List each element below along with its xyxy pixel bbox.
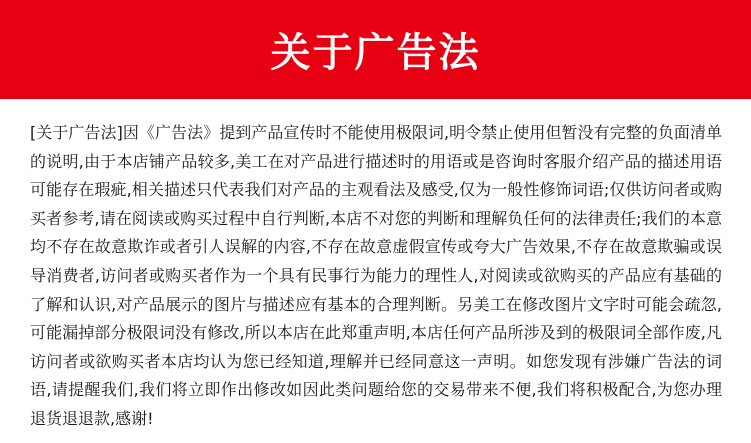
banner-title: 关于广告法	[270, 30, 481, 76]
header-banner	[0, 0, 751, 99]
notice-text: [关于广告法]因《广告法》提到产品宣传时不能使用极限词,明令禁止使用但暂没有完整的负面清单的说明,由于本店铺产品较多,美工在对产品进行描述时的用语或是咨询时客服介绍产品的描述用语可能存在瑕疵,相关描述只代表我们对产品的主观看法及感受,仅为一般性修饰词语;仅供访问者或购买者参考,请在阅读或购买过程中自行判断,本店不对您的判断和理解负任何的法律责任;我们的本意均不存在故意欺诈或者引人误解的内容,不存在故意虚假宣传或夸大广告效果,不存在故意欺骗或误导消费者,访问者或购买者作为一个具有民事行为能力的理性人,对阅读或欲购买的产品应有基础的了解和认识,对产品展示的图片与描述应有基本的合理判断。另美工在修改图片文字时可能会疏忽,可能漏掉部分极限词没有修改,所以本店在此郑重声明,本店任何产品所涉及到的极限词全部作废,凡访问者或欲购买者本店均认为您已经知道,理解并已经同意这一声明。如您发现有涉嫌广告法的词语,请提醒我们,我们将立即作出修改如因此类问题给您的交易带来不便,我们将积极配合,为您办理退货退退款,感谢!	[30, 123, 722, 428]
